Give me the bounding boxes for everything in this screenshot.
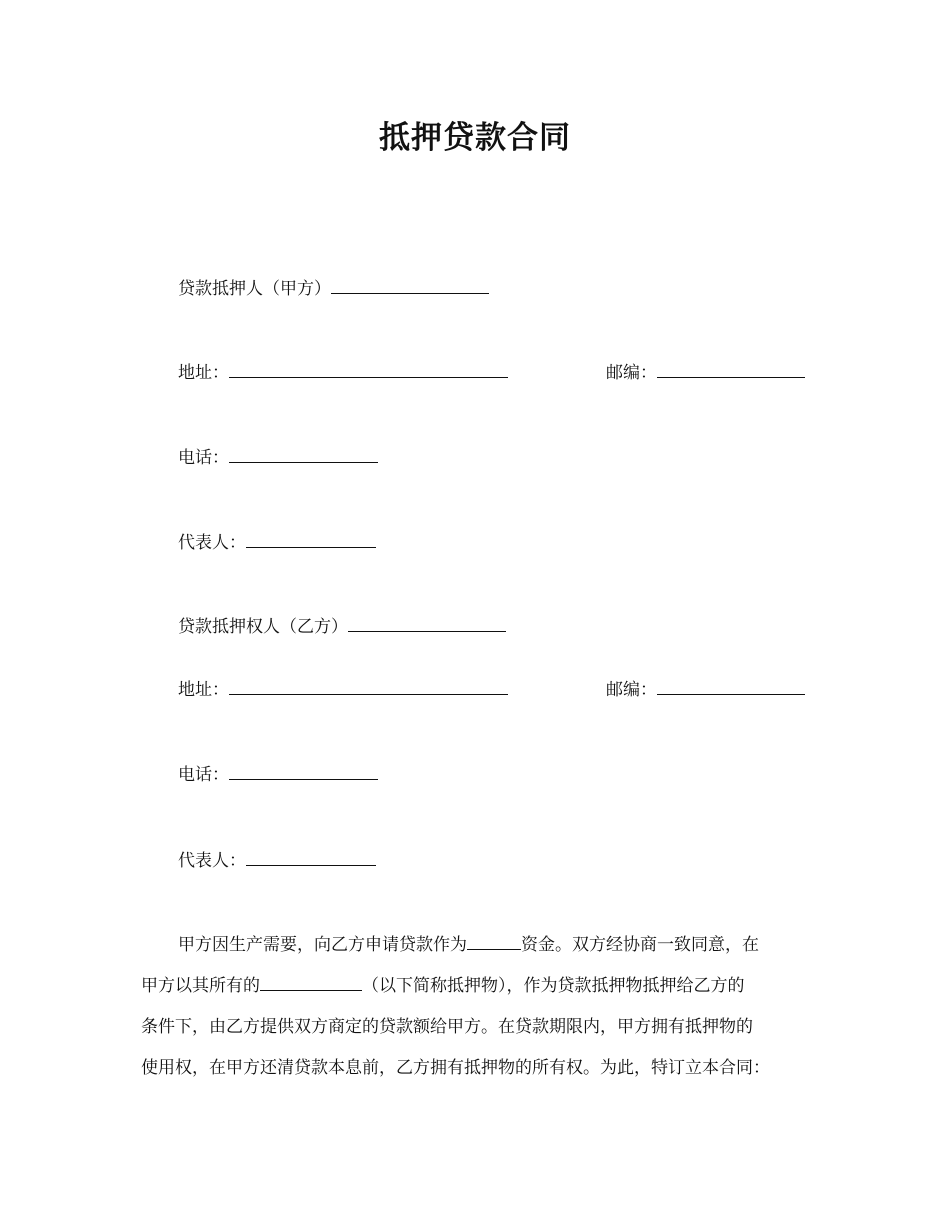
party-b-representative-label: 代表人： <box>178 851 246 871</box>
preamble-row <box>141 966 831 1007</box>
party-b-postcode-line <box>606 678 805 701</box>
preamble-row <box>141 925 831 966</box>
party-b-address-line <box>178 678 508 701</box>
preamble-text: 资金。双方经协商一致同意，在 <box>521 935 759 955</box>
party-b-representative-blank[interactable] <box>246 849 376 866</box>
party-b-address-label: 地址： <box>178 680 229 700</box>
party-b-postcode-blank[interactable] <box>657 678 805 695</box>
preamble-row <box>141 1048 831 1089</box>
preamble-text: 使用权，在甲方还清贷款本息前，乙方拥有抵押物的所有权。为此，特订立本合同： <box>141 1058 770 1078</box>
party-a-address-label: 地址： <box>178 363 229 383</box>
party-a-line <box>178 277 489 300</box>
party-a-phone-blank[interactable] <box>229 446 378 463</box>
party-a-name-blank[interactable] <box>331 277 489 294</box>
party-b-address-blank[interactable] <box>229 678 508 695</box>
party-a-postcode-line <box>606 361 805 384</box>
party-a-postcode-label: 邮编： <box>606 363 657 383</box>
party-b-line <box>178 615 506 638</box>
collateral-blank[interactable] <box>260 974 362 991</box>
party-b-representative-line <box>178 849 376 872</box>
party-a-representative-blank[interactable] <box>246 531 376 548</box>
party-b-postcode-label: 邮编： <box>606 680 657 700</box>
loan-purpose-blank[interactable] <box>467 933 521 950</box>
party-b-phone-line <box>178 763 378 786</box>
party-b-label: 贷款抵押权人（乙方） <box>178 617 348 637</box>
preamble-text: 甲方因生产需要，向乙方申请贷款作为 <box>178 935 467 955</box>
party-a-representative-label: 代表人： <box>178 533 246 553</box>
party-b-phone-label: 电话： <box>178 765 229 785</box>
party-a-phone-label: 电话： <box>178 448 229 468</box>
preamble-text: 甲方以其所有的 <box>141 976 260 996</box>
party-b-phone-blank[interactable] <box>229 763 378 780</box>
preamble-text: 条件下，由乙方提供双方商定的贷款额给甲方。在贷款期限内，甲方拥有抵押物的 <box>141 1017 753 1037</box>
party-b-name-blank[interactable] <box>348 615 506 632</box>
preamble-row <box>141 1007 831 1048</box>
page-title: 抵押贷款合同 <box>379 120 571 156</box>
party-a-address-line <box>178 361 508 384</box>
party-a-postcode-blank[interactable] <box>657 361 805 378</box>
preamble-paragraph <box>141 925 831 1089</box>
party-a-phone-line <box>178 446 378 469</box>
preamble-text: （以下简称抵押物），作为贷款抵押物抵押给乙方的 <box>362 976 745 996</box>
party-a-representative-line <box>178 531 376 554</box>
party-a-address-blank[interactable] <box>229 361 508 378</box>
party-a-label: 贷款抵押人（甲方） <box>178 279 331 299</box>
